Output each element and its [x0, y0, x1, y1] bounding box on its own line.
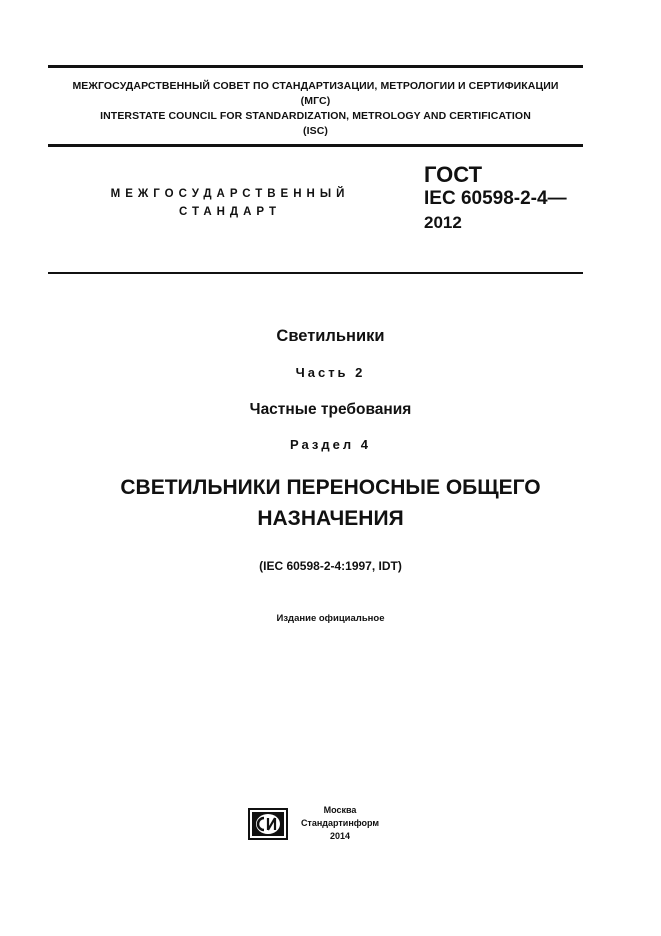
council-abbr-ru: (МГС) [300, 95, 331, 107]
council-name-ru: МЕЖГОСУДАРСТВЕННЫЙ СОВЕТ ПО СТАНДАРТИЗАЦИИ, МЕТРОЛОГИИ И СЕРТИФИКАЦИИ [72, 80, 559, 92]
gost-number: IEC 60598-2-4— [424, 188, 567, 209]
council-abbr-en: (ISC) [303, 125, 328, 137]
official-edition-label: Издание официальное [276, 613, 385, 624]
council-name-en: INTERSTATE COUNCIL FOR STANDARDIZATION, METROLOGY AND CERTIFICATION [100, 110, 531, 122]
publication-year: 2014 [329, 831, 351, 841]
main-title [48, 472, 613, 534]
designation-bottom-rule [48, 272, 583, 274]
standard-type-line2: СТАНДАРТ [179, 206, 281, 218]
header-bottom-rule [48, 144, 583, 147]
main-title-line1: СВЕТИЛЬНИКИ ПЕРЕНОСНЫЕ ОБЩЕГО [120, 476, 541, 499]
part-label: Часть 2 [295, 365, 366, 380]
main-title-line2: НАЗНАЧЕНИЯ [257, 507, 404, 530]
standartinform-logo-icon [248, 808, 288, 840]
iec-reference: (IEC 60598-2-4:1997, IDT) [259, 559, 402, 573]
section-label: Раздел 4 [290, 437, 371, 452]
gost-year: 2012 [424, 213, 462, 232]
publisher-name: Стандартинформ [300, 818, 380, 828]
gost-label: ГОСТ [424, 162, 483, 187]
top-rule [48, 65, 583, 68]
standard-type-line1: МЕЖГОСУДАРСТВЕННЫЙ [110, 188, 350, 200]
doc-title-luminaires: Светильники [276, 327, 385, 345]
publisher-city: Москва [323, 805, 357, 815]
doc-subtitle-particular-requirements: Частные требования [249, 401, 412, 418]
